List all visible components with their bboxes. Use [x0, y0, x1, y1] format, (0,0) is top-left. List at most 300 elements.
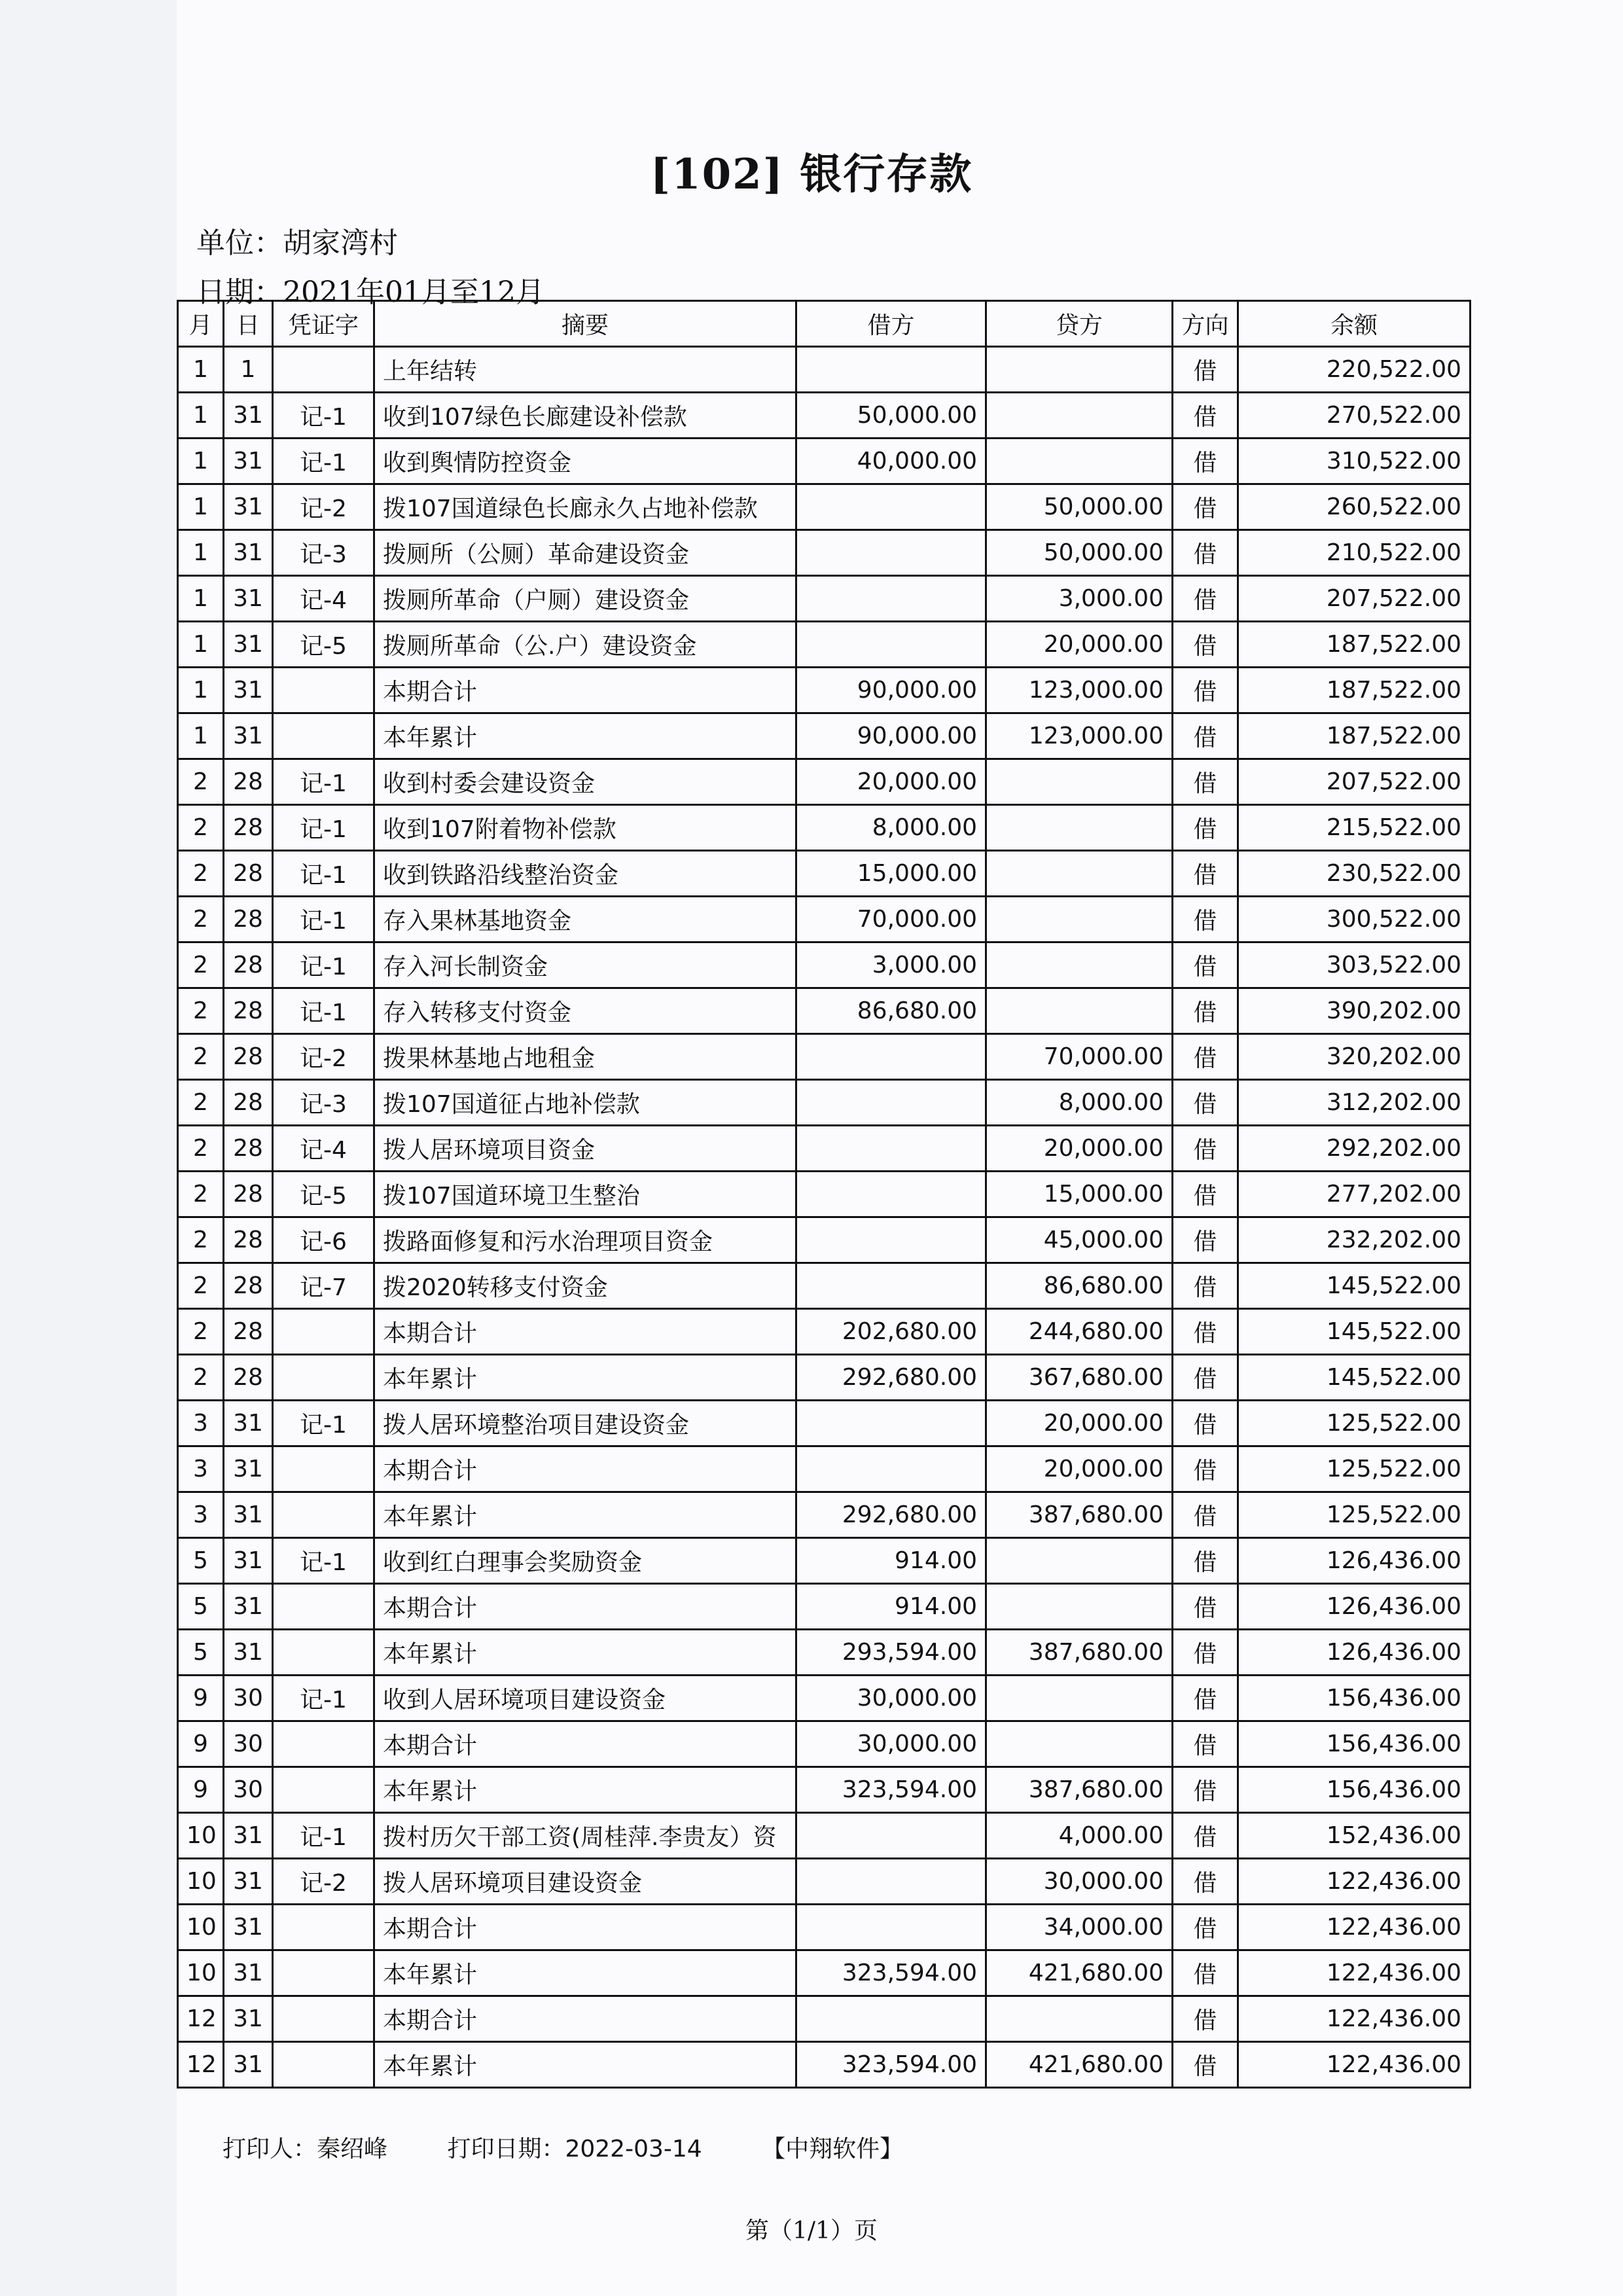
print-date: 打印日期：2022-03-14: [447, 2136, 702, 2162]
cell-direction: 借: [1173, 1492, 1238, 1538]
cell-debit: [796, 1859, 986, 1905]
cell-day: 31: [224, 1905, 273, 1950]
cell-voucher: [273, 1630, 374, 1676]
cell-direction: 借: [1173, 1676, 1238, 1721]
cell-credit: 20,000.00: [986, 1126, 1173, 1172]
cell-balance: 125,522.00: [1238, 1492, 1471, 1538]
cell-credit: 123,000.00: [986, 713, 1173, 759]
cell-direction: 借: [1173, 1721, 1238, 1767]
cell-credit: 4,000.00: [986, 1813, 1173, 1859]
cell-summary: 本年累计: [374, 713, 796, 759]
cell-month: 1: [178, 668, 224, 713]
cell-voucher: 记-5: [273, 622, 374, 668]
cell-month: 2: [178, 1172, 224, 1217]
cell-direction: 借: [1173, 1309, 1238, 1355]
cell-summary: 本期合计: [374, 1996, 796, 2042]
cell-debit: [796, 347, 986, 393]
cell-balance: 310,522.00: [1238, 439, 1471, 484]
cell-debit: [796, 1401, 986, 1446]
cell-summary: 收到人居环境项目建设资金: [374, 1676, 796, 1721]
table-row: [178, 530, 1471, 576]
cell-voucher: [273, 713, 374, 759]
cell-credit: 367,680.00: [986, 1355, 1173, 1401]
table-row: [178, 1446, 1471, 1492]
cell-month: 2: [178, 988, 224, 1034]
cell-credit: 3,000.00: [986, 576, 1173, 622]
cell-voucher: [273, 347, 374, 393]
cell-debit: 323,594.00: [796, 2042, 986, 2088]
cell-summary: 本年累计: [374, 1767, 796, 1813]
cell-day: 28: [224, 1217, 273, 1263]
cell-credit: [986, 347, 1173, 393]
table-row: [178, 1767, 1471, 1813]
cell-month: 5: [178, 1538, 224, 1584]
cell-summary: 收到铁路沿线整治资金: [374, 851, 796, 897]
cell-summary: 拨人居环境项目资金: [374, 1126, 796, 1172]
table-row: [178, 439, 1471, 484]
cell-summary: 存入果林基地资金: [374, 897, 796, 942]
cell-balance: 145,522.00: [1238, 1355, 1471, 1401]
cell-credit: 244,680.00: [986, 1309, 1173, 1355]
cell-direction: 借: [1173, 347, 1238, 393]
cell-balance: 156,436.00: [1238, 1676, 1471, 1721]
cell-month: 2: [178, 1355, 224, 1401]
cell-summary: 本期合计: [374, 1905, 796, 1950]
cell-voucher: [273, 668, 374, 713]
col-month: 月: [178, 301, 224, 347]
cell-voucher: 记-1: [273, 851, 374, 897]
cell-balance: 320,202.00: [1238, 1034, 1471, 1080]
cell-direction: 借: [1173, 942, 1238, 988]
cell-debit: [796, 622, 986, 668]
cell-summary: 拨村历欠干部工资(周桂萍.李贵友）资: [374, 1813, 796, 1859]
cell-credit: 34,000.00: [986, 1905, 1173, 1950]
cell-voucher: 记-1: [273, 1676, 374, 1721]
cell-month: 1: [178, 347, 224, 393]
table-row: [178, 942, 1471, 988]
cell-credit: 15,000.00: [986, 1172, 1173, 1217]
cell-direction: 借: [1173, 897, 1238, 942]
cell-voucher: [273, 2042, 374, 2088]
cell-credit: 387,680.00: [986, 1630, 1173, 1676]
cell-balance: 122,436.00: [1238, 1859, 1471, 1905]
cell-summary: 拨厕所革命（户厕）建设资金: [374, 576, 796, 622]
cell-direction: 借: [1173, 1996, 1238, 2042]
table-row: [178, 668, 1471, 713]
cell-credit: [986, 1538, 1173, 1584]
cell-month: 9: [178, 1721, 224, 1767]
cell-month: 2: [178, 1263, 224, 1309]
cell-month: 2: [178, 1080, 224, 1126]
cell-summary: 拨人居环境项目建设资金: [374, 1859, 796, 1905]
cell-debit: 50,000.00: [796, 393, 986, 439]
cell-summary: 本年累计: [374, 1950, 796, 1996]
cell-debit: 293,594.00: [796, 1630, 986, 1676]
cell-voucher: 记-3: [273, 530, 374, 576]
cell-balance: 122,436.00: [1238, 1950, 1471, 1996]
cell-debit: [796, 576, 986, 622]
cell-summary: 收到舆情防控资金: [374, 439, 796, 484]
cell-debit: 30,000.00: [796, 1721, 986, 1767]
table-row: [178, 897, 1471, 942]
cell-direction: 借: [1173, 1584, 1238, 1630]
table-row: [178, 1401, 1471, 1446]
cell-month: 5: [178, 1630, 224, 1676]
cell-direction: 借: [1173, 576, 1238, 622]
cell-balance: 145,522.00: [1238, 1263, 1471, 1309]
cell-debit: [796, 1813, 986, 1859]
cell-month: 10: [178, 1905, 224, 1950]
cell-summary: 本期合计: [374, 1446, 796, 1492]
cell-debit: [796, 1217, 986, 1263]
table-row: [178, 1126, 1471, 1172]
cell-voucher: 记-1: [273, 1813, 374, 1859]
table-row: [178, 851, 1471, 897]
unit-label: 单位：胡家湾村: [196, 226, 398, 260]
cell-day: 28: [224, 988, 273, 1034]
cell-balance: 125,522.00: [1238, 1401, 1471, 1446]
cell-summary: 收到107绿色长廊建设补偿款: [374, 393, 796, 439]
cell-summary: 拨路面修复和污水治理项目资金: [374, 1217, 796, 1263]
cell-month: 2: [178, 1034, 224, 1080]
cell-debit: [796, 1446, 986, 1492]
cell-balance: 312,202.00: [1238, 1080, 1471, 1126]
cell-debit: 292,680.00: [796, 1492, 986, 1538]
cell-direction: 借: [1173, 1080, 1238, 1126]
cell-debit: 323,594.00: [796, 1950, 986, 1996]
cell-summary: 本年累计: [374, 1492, 796, 1538]
cell-debit: [796, 1905, 986, 1950]
cell-day: 31: [224, 2042, 273, 2088]
cell-debit: [796, 1034, 986, 1080]
cell-balance: 390,202.00: [1238, 988, 1471, 1034]
cell-month: 2: [178, 851, 224, 897]
cell-balance: 303,522.00: [1238, 942, 1471, 988]
cell-balance: 232,202.00: [1238, 1217, 1471, 1263]
cell-credit: [986, 1584, 1173, 1630]
table-row: [178, 1676, 1471, 1721]
cell-summary: 本年累计: [374, 1355, 796, 1401]
table-row: [178, 1217, 1471, 1263]
cell-month: 12: [178, 1996, 224, 2042]
table-row: [178, 1492, 1471, 1538]
cell-month: 1: [178, 713, 224, 759]
cell-month: 5: [178, 1584, 224, 1630]
cell-debit: 914.00: [796, 1584, 986, 1630]
cell-credit: 8,000.00: [986, 1080, 1173, 1126]
cell-day: 28: [224, 1172, 273, 1217]
cell-summary: 上年结转: [374, 347, 796, 393]
cell-voucher: 记-2: [273, 1859, 374, 1905]
cell-direction: 借: [1173, 1126, 1238, 1172]
table-row: [178, 759, 1471, 805]
cell-balance: 126,436.00: [1238, 1630, 1471, 1676]
cell-day: 31: [224, 1584, 273, 1630]
ledger-table: [177, 300, 1471, 2089]
cell-voucher: [273, 1767, 374, 1813]
cell-direction: 借: [1173, 393, 1238, 439]
cell-day: 31: [224, 484, 273, 530]
cell-voucher: 记-1: [273, 759, 374, 805]
cell-day: 31: [224, 1813, 273, 1859]
software-name: 【中翔软件】: [762, 2136, 904, 2162]
cell-balance: 152,436.00: [1238, 1813, 1471, 1859]
table-row: [178, 1950, 1471, 1996]
ledger-body: [178, 347, 1471, 2088]
cell-summary: 存入转移支付资金: [374, 988, 796, 1034]
table-row: [178, 1080, 1471, 1126]
cell-voucher: 记-1: [273, 988, 374, 1034]
col-direction: 方向: [1173, 301, 1238, 347]
cell-voucher: 记-1: [273, 1538, 374, 1584]
cell-summary: 收到107附着物补偿款: [374, 805, 796, 851]
cell-day: 31: [224, 1996, 273, 2042]
printer-name: 打印人：秦绍峰: [223, 2136, 388, 2162]
footer: [223, 2130, 955, 2164]
cell-day: 31: [224, 530, 273, 576]
cell-balance: 207,522.00: [1238, 759, 1471, 805]
cell-summary: 本期合计: [374, 1309, 796, 1355]
cell-balance: 277,202.00: [1238, 1172, 1471, 1217]
cell-direction: 借: [1173, 713, 1238, 759]
cell-balance: 220,522.00: [1238, 347, 1471, 393]
cell-voucher: 记-1: [273, 897, 374, 942]
cell-month: 9: [178, 1676, 224, 1721]
cell-month: 1: [178, 484, 224, 530]
cell-day: 28: [224, 942, 273, 988]
col-debit: 借方: [796, 301, 986, 347]
cell-day: 1: [224, 347, 273, 393]
cell-credit: [986, 805, 1173, 851]
cell-day: 28: [224, 759, 273, 805]
cell-voucher: [273, 1905, 374, 1950]
cell-credit: 45,000.00: [986, 1217, 1173, 1263]
cell-debit: [796, 1172, 986, 1217]
cell-balance: 300,522.00: [1238, 897, 1471, 942]
cell-credit: [986, 1721, 1173, 1767]
cell-voucher: 记-1: [273, 805, 374, 851]
cell-month: 10: [178, 1950, 224, 1996]
cell-balance: 125,522.00: [1238, 1446, 1471, 1492]
cell-balance: 260,522.00: [1238, 484, 1471, 530]
table-row: [178, 1172, 1471, 1217]
cell-debit: 70,000.00: [796, 897, 986, 942]
cell-direction: 借: [1173, 1263, 1238, 1309]
cell-credit: [986, 942, 1173, 988]
cell-debit: 202,680.00: [796, 1309, 986, 1355]
table-row: [178, 1721, 1471, 1767]
cell-balance: 126,436.00: [1238, 1538, 1471, 1584]
cell-day: 31: [224, 713, 273, 759]
cell-credit: [986, 1996, 1173, 2042]
cell-direction: 借: [1173, 1767, 1238, 1813]
cell-month: 3: [178, 1492, 224, 1538]
cell-day: 31: [224, 668, 273, 713]
table-row: [178, 1813, 1471, 1859]
cell-month: 9: [178, 1767, 224, 1813]
cell-day: 31: [224, 1950, 273, 1996]
cell-balance: 292,202.00: [1238, 1126, 1471, 1172]
page-title: [102] 银行存款: [650, 150, 973, 199]
cell-credit: 50,000.00: [986, 484, 1173, 530]
cell-voucher: [273, 1950, 374, 1996]
cell-credit: 30,000.00: [986, 1859, 1173, 1905]
table-row: [178, 393, 1471, 439]
cell-debit: [796, 1263, 986, 1309]
cell-balance: 187,522.00: [1238, 713, 1471, 759]
cell-debit: [796, 1126, 986, 1172]
page-number: 第（1/1）页: [745, 2217, 878, 2244]
cell-day: 31: [224, 1446, 273, 1492]
cell-day: 28: [224, 1034, 273, 1080]
cell-balance: 215,522.00: [1238, 805, 1471, 851]
cell-voucher: 记-7: [273, 1263, 374, 1309]
table-row: [178, 1309, 1471, 1355]
cell-day: 28: [224, 1126, 273, 1172]
cell-voucher: 记-4: [273, 1126, 374, 1172]
cell-voucher: [273, 1996, 374, 2042]
cell-debit: [796, 1080, 986, 1126]
cell-debit: 15,000.00: [796, 851, 986, 897]
col-credit: 贷方: [986, 301, 1173, 347]
table-row: [178, 713, 1471, 759]
cell-day: 28: [224, 1309, 273, 1355]
date-range: 日期：2021年01月至12月: [196, 276, 544, 309]
cell-direction: 借: [1173, 1401, 1238, 1446]
table-row: [178, 1355, 1471, 1401]
cell-direction: 借: [1173, 1172, 1238, 1217]
cell-voucher: 记-1: [273, 439, 374, 484]
cell-summary: 拨107国道征占地补偿款: [374, 1080, 796, 1126]
cell-balance: 187,522.00: [1238, 668, 1471, 713]
cell-credit: 421,680.00: [986, 1950, 1173, 1996]
table-row: [178, 1996, 1471, 2042]
cell-day: 28: [224, 897, 273, 942]
cell-debit: 914.00: [796, 1538, 986, 1584]
cell-month: 1: [178, 439, 224, 484]
cell-direction: 借: [1173, 759, 1238, 805]
cell-summary: 本年累计: [374, 1630, 796, 1676]
cell-month: 1: [178, 393, 224, 439]
cell-day: 28: [224, 1355, 273, 1401]
cell-direction: 借: [1173, 1034, 1238, 1080]
cell-month: 2: [178, 1309, 224, 1355]
cell-debit: 40,000.00: [796, 439, 986, 484]
cell-debit: 90,000.00: [796, 713, 986, 759]
cell-summary: 本期合计: [374, 668, 796, 713]
cell-day: 31: [224, 576, 273, 622]
cell-summary: 拨107国道绿色长廊永久占地补偿款: [374, 484, 796, 530]
cell-debit: [796, 530, 986, 576]
cell-month: 2: [178, 759, 224, 805]
cell-summary: 收到村委会建设资金: [374, 759, 796, 805]
cell-summary: 收到红白理事会奖励资金: [374, 1538, 796, 1584]
cell-voucher: [273, 1584, 374, 1630]
cell-balance: 187,522.00: [1238, 622, 1471, 668]
cell-month: 3: [178, 1401, 224, 1446]
cell-debit: 292,680.00: [796, 1355, 986, 1401]
cell-balance: 122,436.00: [1238, 1905, 1471, 1950]
cell-voucher: [273, 1355, 374, 1401]
cell-day: 28: [224, 1080, 273, 1126]
cell-balance: 145,522.00: [1238, 1309, 1471, 1355]
cell-balance: 230,522.00: [1238, 851, 1471, 897]
scan-left-strip: [0, 0, 177, 2296]
cell-day: 31: [224, 393, 273, 439]
cell-voucher: 记-4: [273, 576, 374, 622]
cell-debit: 30,000.00: [796, 1676, 986, 1721]
cell-direction: 借: [1173, 1446, 1238, 1492]
cell-direction: 借: [1173, 530, 1238, 576]
cell-balance: 126,436.00: [1238, 1584, 1471, 1630]
cell-direction: 借: [1173, 439, 1238, 484]
cell-debit: 323,594.00: [796, 1767, 986, 1813]
cell-balance: 207,522.00: [1238, 576, 1471, 622]
cell-month: 2: [178, 942, 224, 988]
col-day: 日: [224, 301, 273, 347]
cell-credit: 387,680.00: [986, 1767, 1173, 1813]
table-row: [178, 2042, 1471, 2088]
cell-voucher: [273, 1446, 374, 1492]
cell-summary: 拨2020转移支付资金: [374, 1263, 796, 1309]
cell-direction: 借: [1173, 484, 1238, 530]
cell-direction: 借: [1173, 2042, 1238, 2088]
cell-direction: 借: [1173, 805, 1238, 851]
cell-day: 31: [224, 1538, 273, 1584]
cell-direction: 借: [1173, 1905, 1238, 1950]
cell-direction: 借: [1173, 851, 1238, 897]
cell-debit: 86,680.00: [796, 988, 986, 1034]
col-balance: 余额: [1238, 301, 1471, 347]
cell-voucher: 记-2: [273, 484, 374, 530]
cell-month: 1: [178, 530, 224, 576]
cell-balance: 270,522.00: [1238, 393, 1471, 439]
cell-summary: 本期合计: [374, 1721, 796, 1767]
cell-day: 28: [224, 851, 273, 897]
cell-debit: 20,000.00: [796, 759, 986, 805]
cell-month: 2: [178, 805, 224, 851]
table-row: [178, 1859, 1471, 1905]
table-row: [178, 576, 1471, 622]
cell-day: 30: [224, 1767, 273, 1813]
cell-credit: 421,680.00: [986, 2042, 1173, 2088]
cell-credit: [986, 897, 1173, 942]
cell-credit: 123,000.00: [986, 668, 1173, 713]
cell-day: 31: [224, 1401, 273, 1446]
cell-direction: 借: [1173, 622, 1238, 668]
cell-direction: 借: [1173, 1217, 1238, 1263]
cell-direction: 借: [1173, 1950, 1238, 1996]
cell-credit: 387,680.00: [986, 1492, 1173, 1538]
cell-day: 31: [224, 622, 273, 668]
cell-credit: 20,000.00: [986, 1446, 1173, 1492]
table-row: [178, 484, 1471, 530]
cell-summary: 拨厕所革命（公.户）建设资金: [374, 622, 796, 668]
cell-day: 31: [224, 439, 273, 484]
cell-day: 31: [224, 1630, 273, 1676]
table-row: [178, 988, 1471, 1034]
cell-voucher: [273, 1492, 374, 1538]
cell-voucher: 记-1: [273, 942, 374, 988]
cell-debit: 3,000.00: [796, 942, 986, 988]
table-row: [178, 1538, 1471, 1584]
header-row: [178, 301, 1471, 347]
cell-direction: 借: [1173, 668, 1238, 713]
cell-month: 1: [178, 576, 224, 622]
cell-credit: 50,000.00: [986, 530, 1173, 576]
cell-direction: 借: [1173, 1355, 1238, 1401]
cell-balance: 156,436.00: [1238, 1721, 1471, 1767]
